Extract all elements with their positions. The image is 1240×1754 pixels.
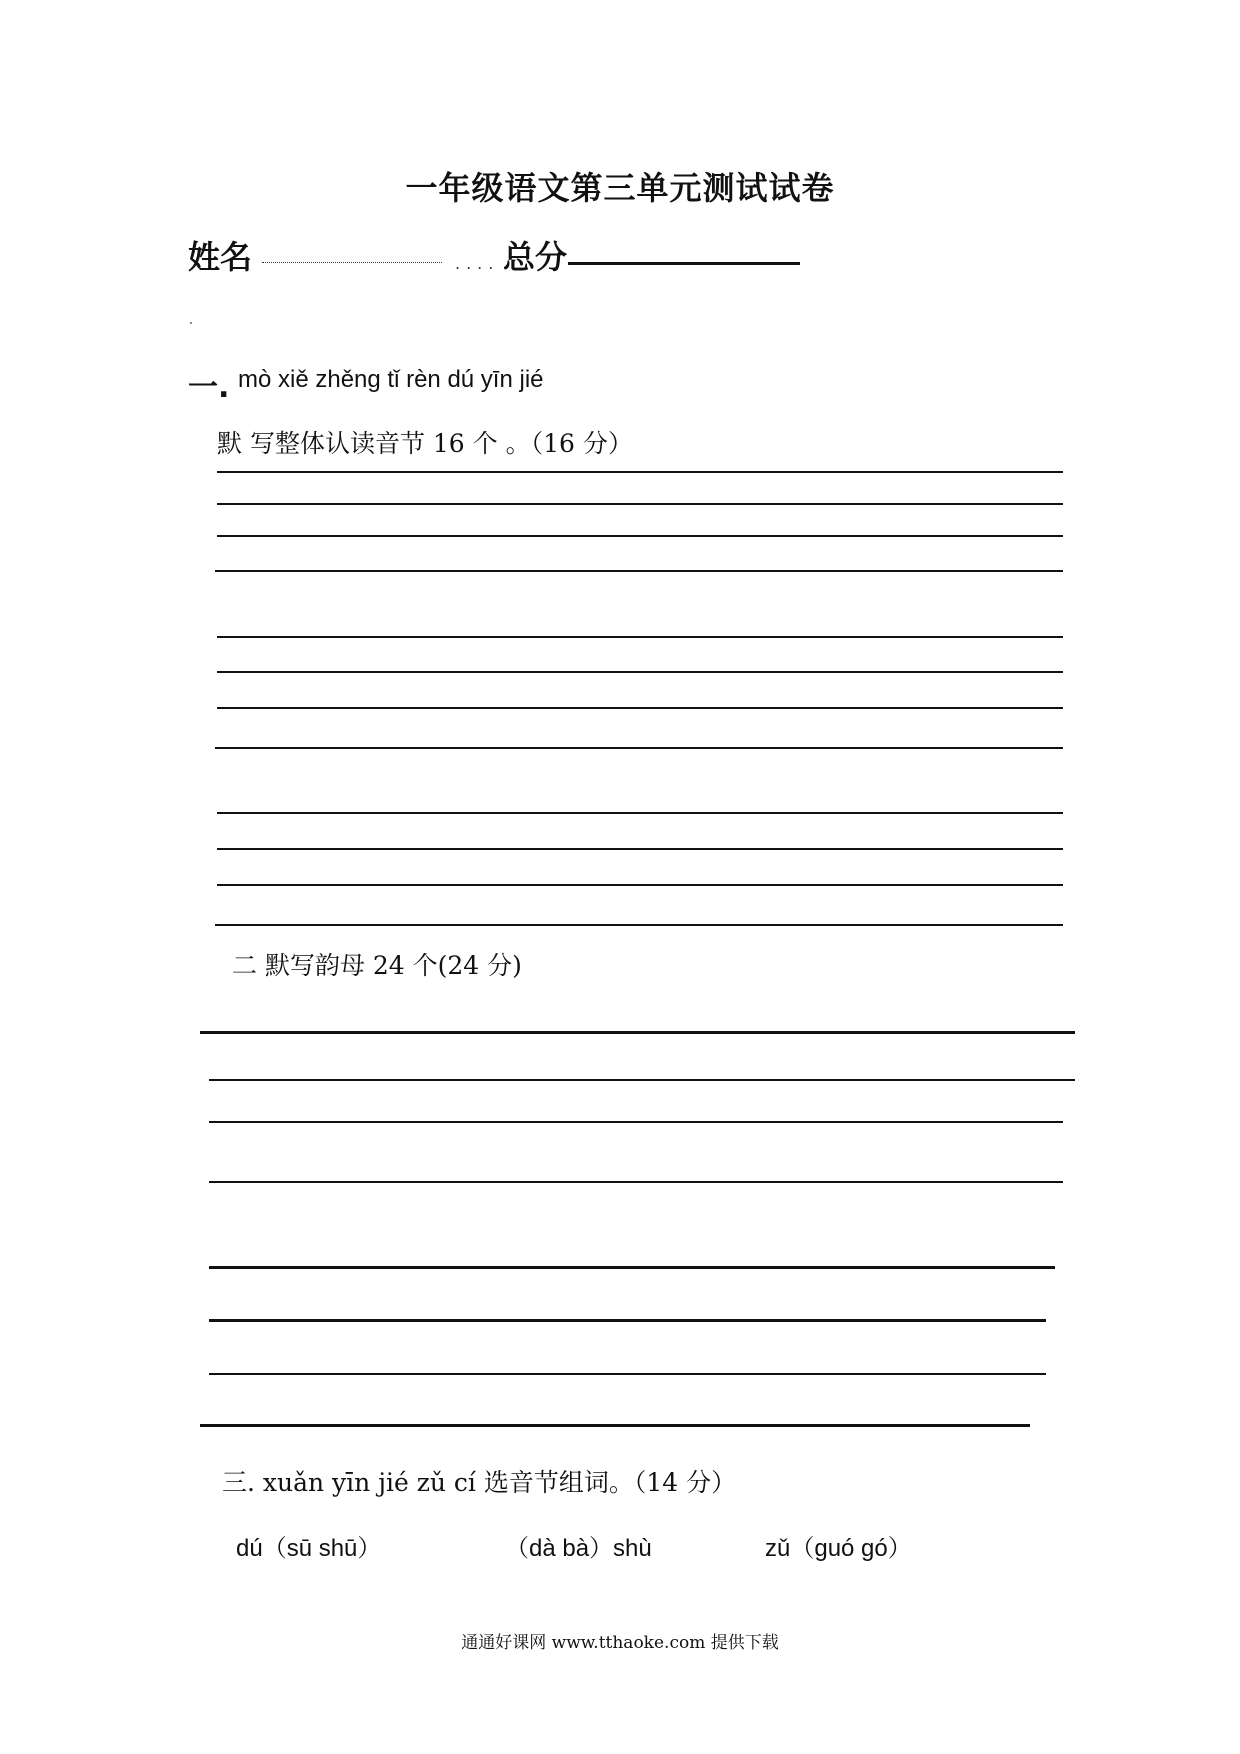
score-blank [568,262,800,265]
writing-line[interactable] [217,503,1063,505]
name-blank [262,262,442,263]
writing-line[interactable] [217,671,1063,673]
score-label: 总分 [503,238,568,276]
section1-number: 一. [188,370,230,405]
writing-line[interactable] [209,1266,1055,1269]
writing-line[interactable] [215,570,1063,572]
writing-line[interactable] [200,1424,1030,1427]
writing-line[interactable] [217,812,1063,814]
writing-line[interactable] [209,1181,1063,1183]
section3-prompt: 三. xuǎn yīn jié zǔ cí 选音节组词。（14 分） [222,1468,737,1497]
writing-line[interactable] [217,884,1063,886]
stray-mark [190,322,192,324]
writing-line[interactable] [209,1079,1075,1081]
writing-line[interactable] [217,707,1063,709]
section3-item-2: （dà bà）shù [505,1535,652,1562]
section1-pinyin: mò xiě zhěng tǐ rèn dú yīn jié [238,366,544,393]
writing-line[interactable] [217,636,1063,638]
writing-line[interactable] [217,471,1063,473]
section3-item-1: dú（sū shū） [236,1535,382,1562]
writing-line[interactable] [217,848,1063,850]
section3-item-3: zǔ（guó gó） [765,1535,912,1562]
name-label: 姓名 [188,238,253,276]
page-title: 一年级语文第三单元测试试卷 [405,169,835,207]
writing-line[interactable] [209,1319,1046,1322]
writing-line[interactable] [200,1031,1075,1034]
name-blank-dots: .... [455,254,500,273]
writing-line[interactable] [215,924,1063,926]
section1-prompt: 默 写整体认读音节 16 个 。（16 分） [217,429,633,458]
writing-line[interactable] [217,535,1063,537]
footer-credit: 通通好课网 www.tthaoke.com 提供下载 [461,1633,779,1653]
section2-prompt: 二 默写韵母 24 个(24 分) [232,951,522,980]
writing-line[interactable] [215,747,1063,749]
writing-line[interactable] [209,1373,1046,1375]
writing-line[interactable] [209,1121,1063,1123]
